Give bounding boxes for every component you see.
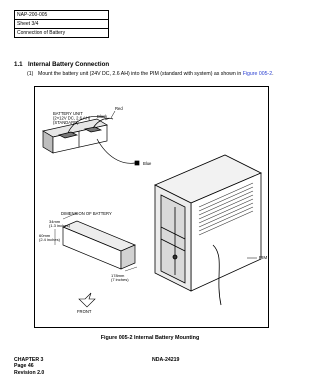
- battery-unit-standard: (STANDARD): [53, 120, 79, 125]
- sheet-number: Sheet 3/4: [15, 20, 108, 29]
- dimension-width: 34mm: [49, 219, 61, 224]
- dimension-width-inches: (1.3 inches): [49, 223, 70, 228]
- footer-chapter: CHAPTER 3: [14, 357, 44, 363]
- front-label: FRONT: [77, 309, 92, 314]
- header-box: [14, 10, 109, 38]
- dimension-length-inches: (7 inches): [111, 277, 129, 282]
- battery-mounting-illustration: [35, 87, 270, 329]
- footer-doc-number: NDA-24219: [152, 357, 180, 363]
- red-wire-label: Red: [115, 106, 123, 111]
- footer-revision: Revision 2.0: [14, 369, 45, 376]
- blue-wire-label: Blue: [143, 161, 152, 166]
- figure-frame: [34, 86, 269, 328]
- step-paragraph: [27, 71, 297, 77]
- pim-cabinet-drawing: [155, 155, 261, 305]
- dimension-height-inches: (2.4 inches): [39, 237, 60, 242]
- section-title: Internal Battery Connection: [28, 61, 110, 68]
- footer-page: Page 46: [14, 363, 34, 370]
- step-text-end: .: [272, 71, 274, 77]
- doc-id: NAP-200-005: [15, 11, 108, 20]
- battery-unit-label: BATTERY UNIT: [53, 111, 83, 116]
- figure-caption: Figure 005-2 Internal Battery Mounting: [100, 335, 200, 341]
- dimension-title: DIMENSION OF BATTERY: [61, 211, 112, 216]
- header-title: Connection of Battery: [17, 30, 66, 36]
- front-arrow-icon: [79, 293, 95, 307]
- section-heading: [14, 61, 109, 68]
- pim-label: PIM: [259, 255, 268, 260]
- figure-link[interactable]: Figure 005-2: [242, 71, 273, 77]
- battery-unit-spec: (2×12V DC, 2.6 AH): [53, 115, 91, 121]
- step-text: Mount the battery unit (24V DC, 2.6 AH) into the PIM (standard with system) as shown in: [38, 71, 243, 77]
- dimension-height: 60mm: [39, 233, 51, 238]
- dimension-length: 178mm: [111, 273, 125, 278]
- footer-left: [14, 357, 44, 376]
- section-number: 1.1: [14, 61, 23, 68]
- black-wire-label: Black: [97, 114, 108, 119]
- step-number: (1): [27, 71, 34, 77]
- battery-dimension-drawing: [55, 213, 137, 271]
